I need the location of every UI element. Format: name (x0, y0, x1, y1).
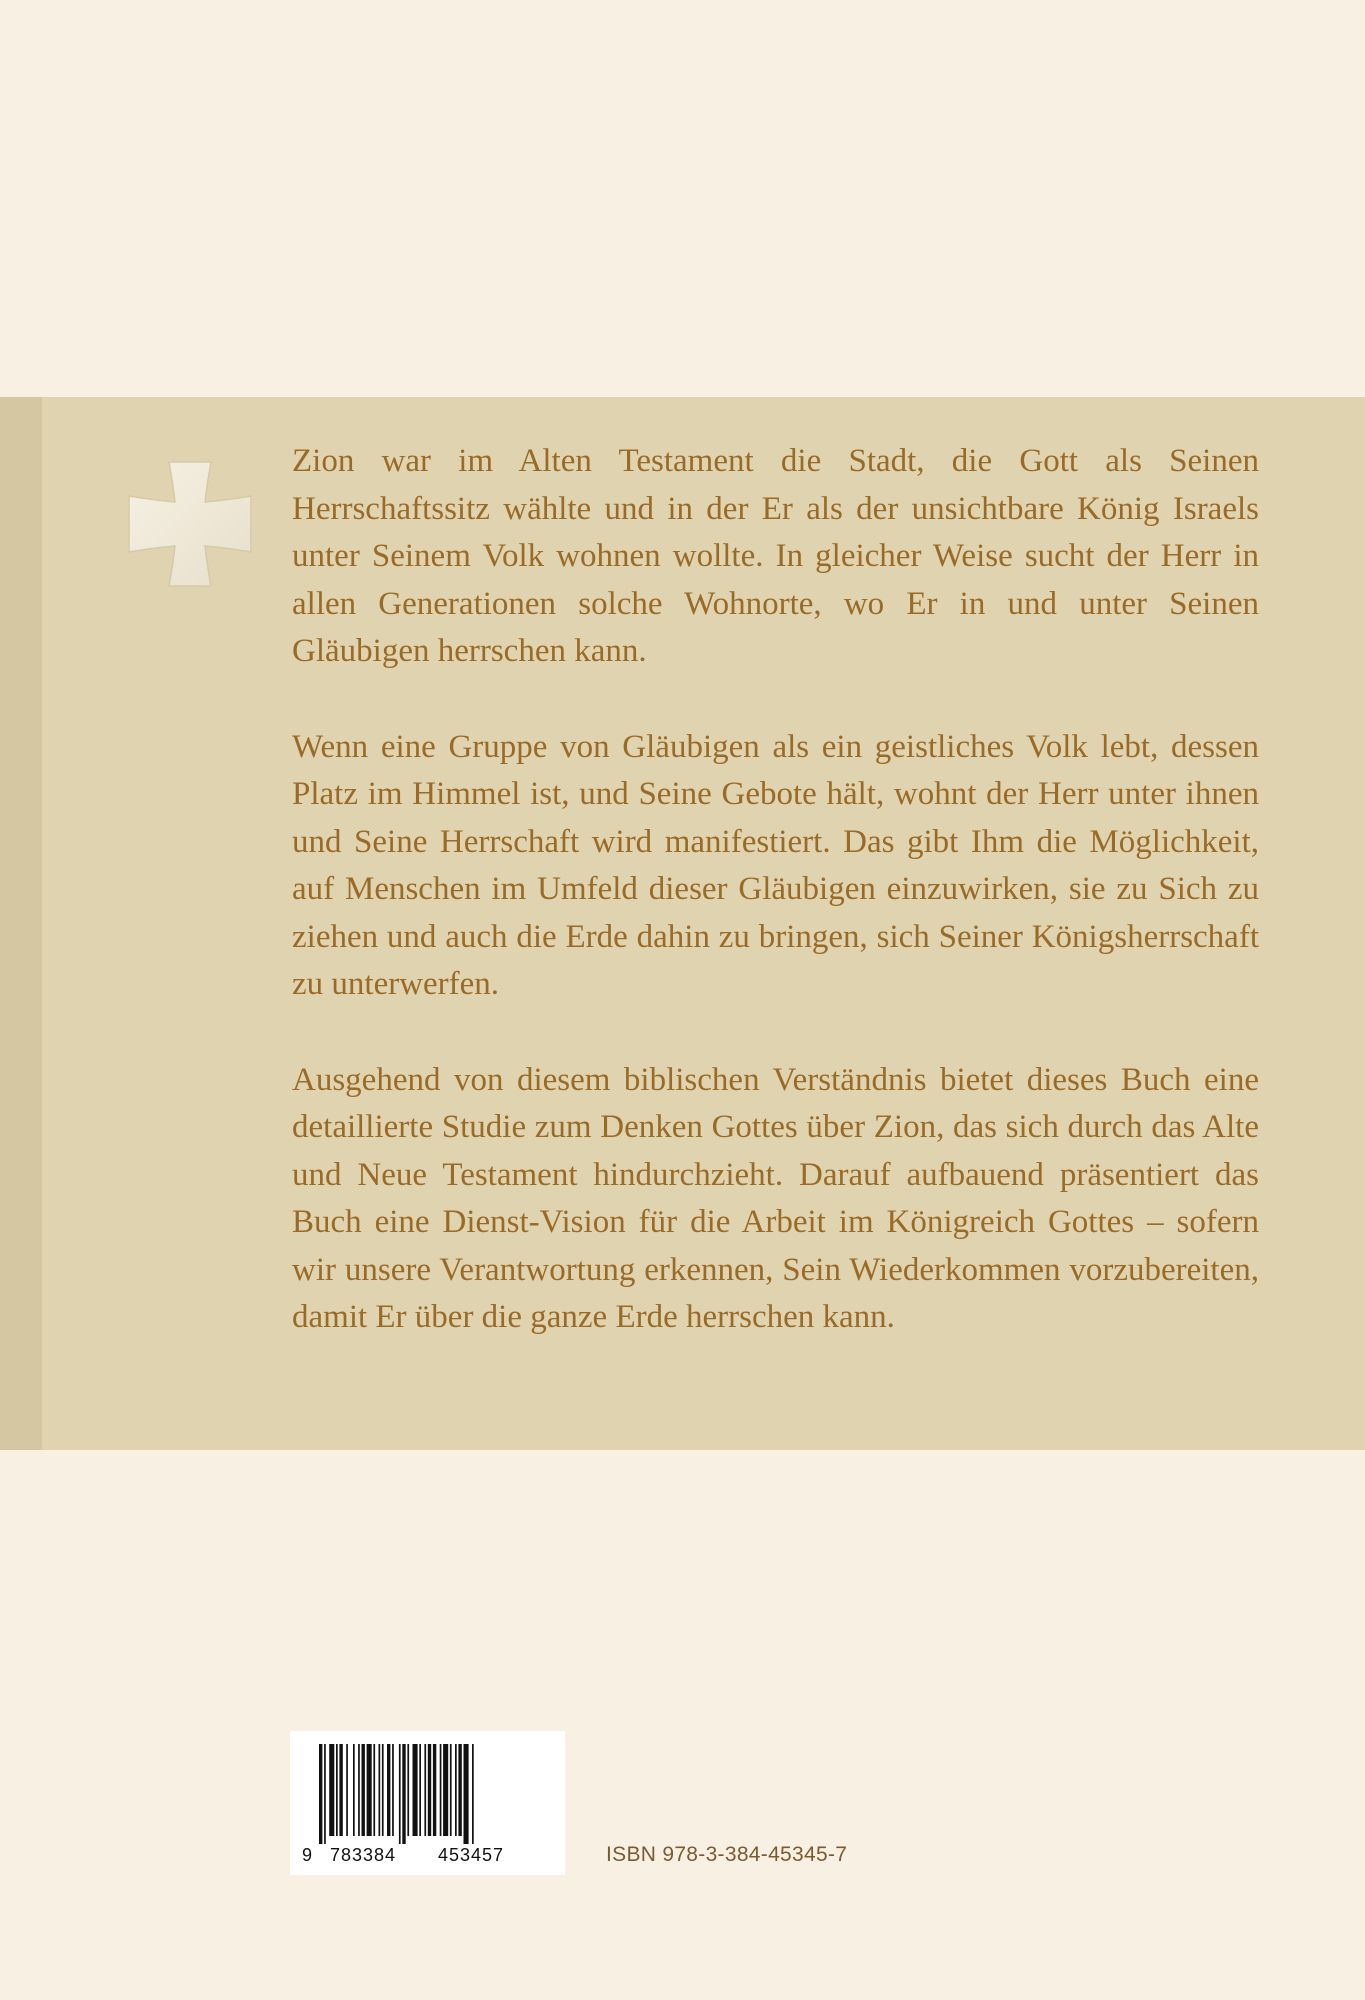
band-edge (0, 397, 42, 1450)
barcode-bar (402, 1744, 405, 1844)
barcode-digits-right: 453457 (438, 1845, 505, 1865)
barcode-digit-first: 9 (302, 1845, 314, 1865)
blurb-paragraph-1: Zion war im Alten Testament die Stadt, die Gott als Seinen Herrschaftssitz wählte und in der Er als der unsichtbare König Israels unter Seinem Volk wohnen wollte. In gleicher Weise sucht der Herr in allen Generationen solche Wohnorte, wo Er in und unter Seinen Gläubigen herrschen kann. (292, 443, 1259, 669)
barcode-bar (329, 1744, 334, 1836)
barcode-bar (458, 1744, 461, 1836)
barcode-bar (472, 1744, 474, 1844)
barcode-bar (450, 1744, 452, 1836)
barcode-bar (392, 1744, 394, 1836)
blurb-paragraph-2: Wenn eine Gruppe von Gläubigen als ein geistliches Volk lebt, dessen Platz im Himmel ist, und Seine Gebote hält, wohnt der Herr unter ihnen und Seine Herrschaft wird manifestiert. Das gibt Ihm die Möglichkeit, auf Menschen im Umfeld dieser Gläubigen einzuwirken, sie zu Sich zu ziehen und auch die Erde dahin zu bringen, sich Seiner Königsherrschaft zu unterwerfen. (292, 728, 1259, 1002)
barcode-bar (413, 1744, 418, 1836)
cross-icon (127, 460, 253, 588)
barcode-bar (358, 1744, 360, 1836)
barcode-bar (443, 1744, 448, 1836)
barcode-bar (353, 1744, 355, 1836)
barcode-bar (419, 1744, 421, 1836)
barcode-bar (346, 1744, 348, 1836)
isbn-number: ISBN 978-3-384-45345-7 (606, 1843, 848, 1866)
barcode-bar (319, 1744, 322, 1844)
blurb-paragraph-3: Ausgehend von diesem biblischen Verständnis bietet dieses Buch eine detaillierte Studie zum Denken Gottes über Zion, das sich durch das Alte und Neue Testament hindurchzieht. Darauf aufbauend präsentiert das Buch eine Dienst-Vision für die Arbeit im Königreich Gottes – sofern wir unsere Verantwortung erkennen, Sein Wiederkommen vorzubereiten, damit Er über die ganze Erde herrschen kann. (292, 1061, 1259, 1335)
barcode-bar (387, 1744, 390, 1836)
barcode-bar (379, 1744, 381, 1836)
barcode (290, 1731, 565, 1875)
barcode-bars (319, 1744, 539, 1844)
barcode-bar (399, 1744, 401, 1844)
barcode-bar (428, 1744, 431, 1836)
barcode-bar (433, 1744, 436, 1836)
barcode-bar (367, 1744, 372, 1836)
barcode-bar (407, 1744, 409, 1836)
barcode-bar (339, 1744, 342, 1836)
barcode-bar (424, 1744, 426, 1836)
barcode-bar (324, 1744, 326, 1844)
barcode-bar (373, 1744, 375, 1836)
barcode-digits-left: 783384 (330, 1845, 397, 1865)
barcode-bar (440, 1744, 442, 1836)
barcode-bar (362, 1744, 365, 1836)
barcode-bar (336, 1744, 338, 1836)
back-cover-blurb (292, 438, 1259, 1342)
barcode-bar (464, 1744, 469, 1844)
barcode-bar (382, 1744, 384, 1836)
barcode-bar (455, 1744, 457, 1836)
